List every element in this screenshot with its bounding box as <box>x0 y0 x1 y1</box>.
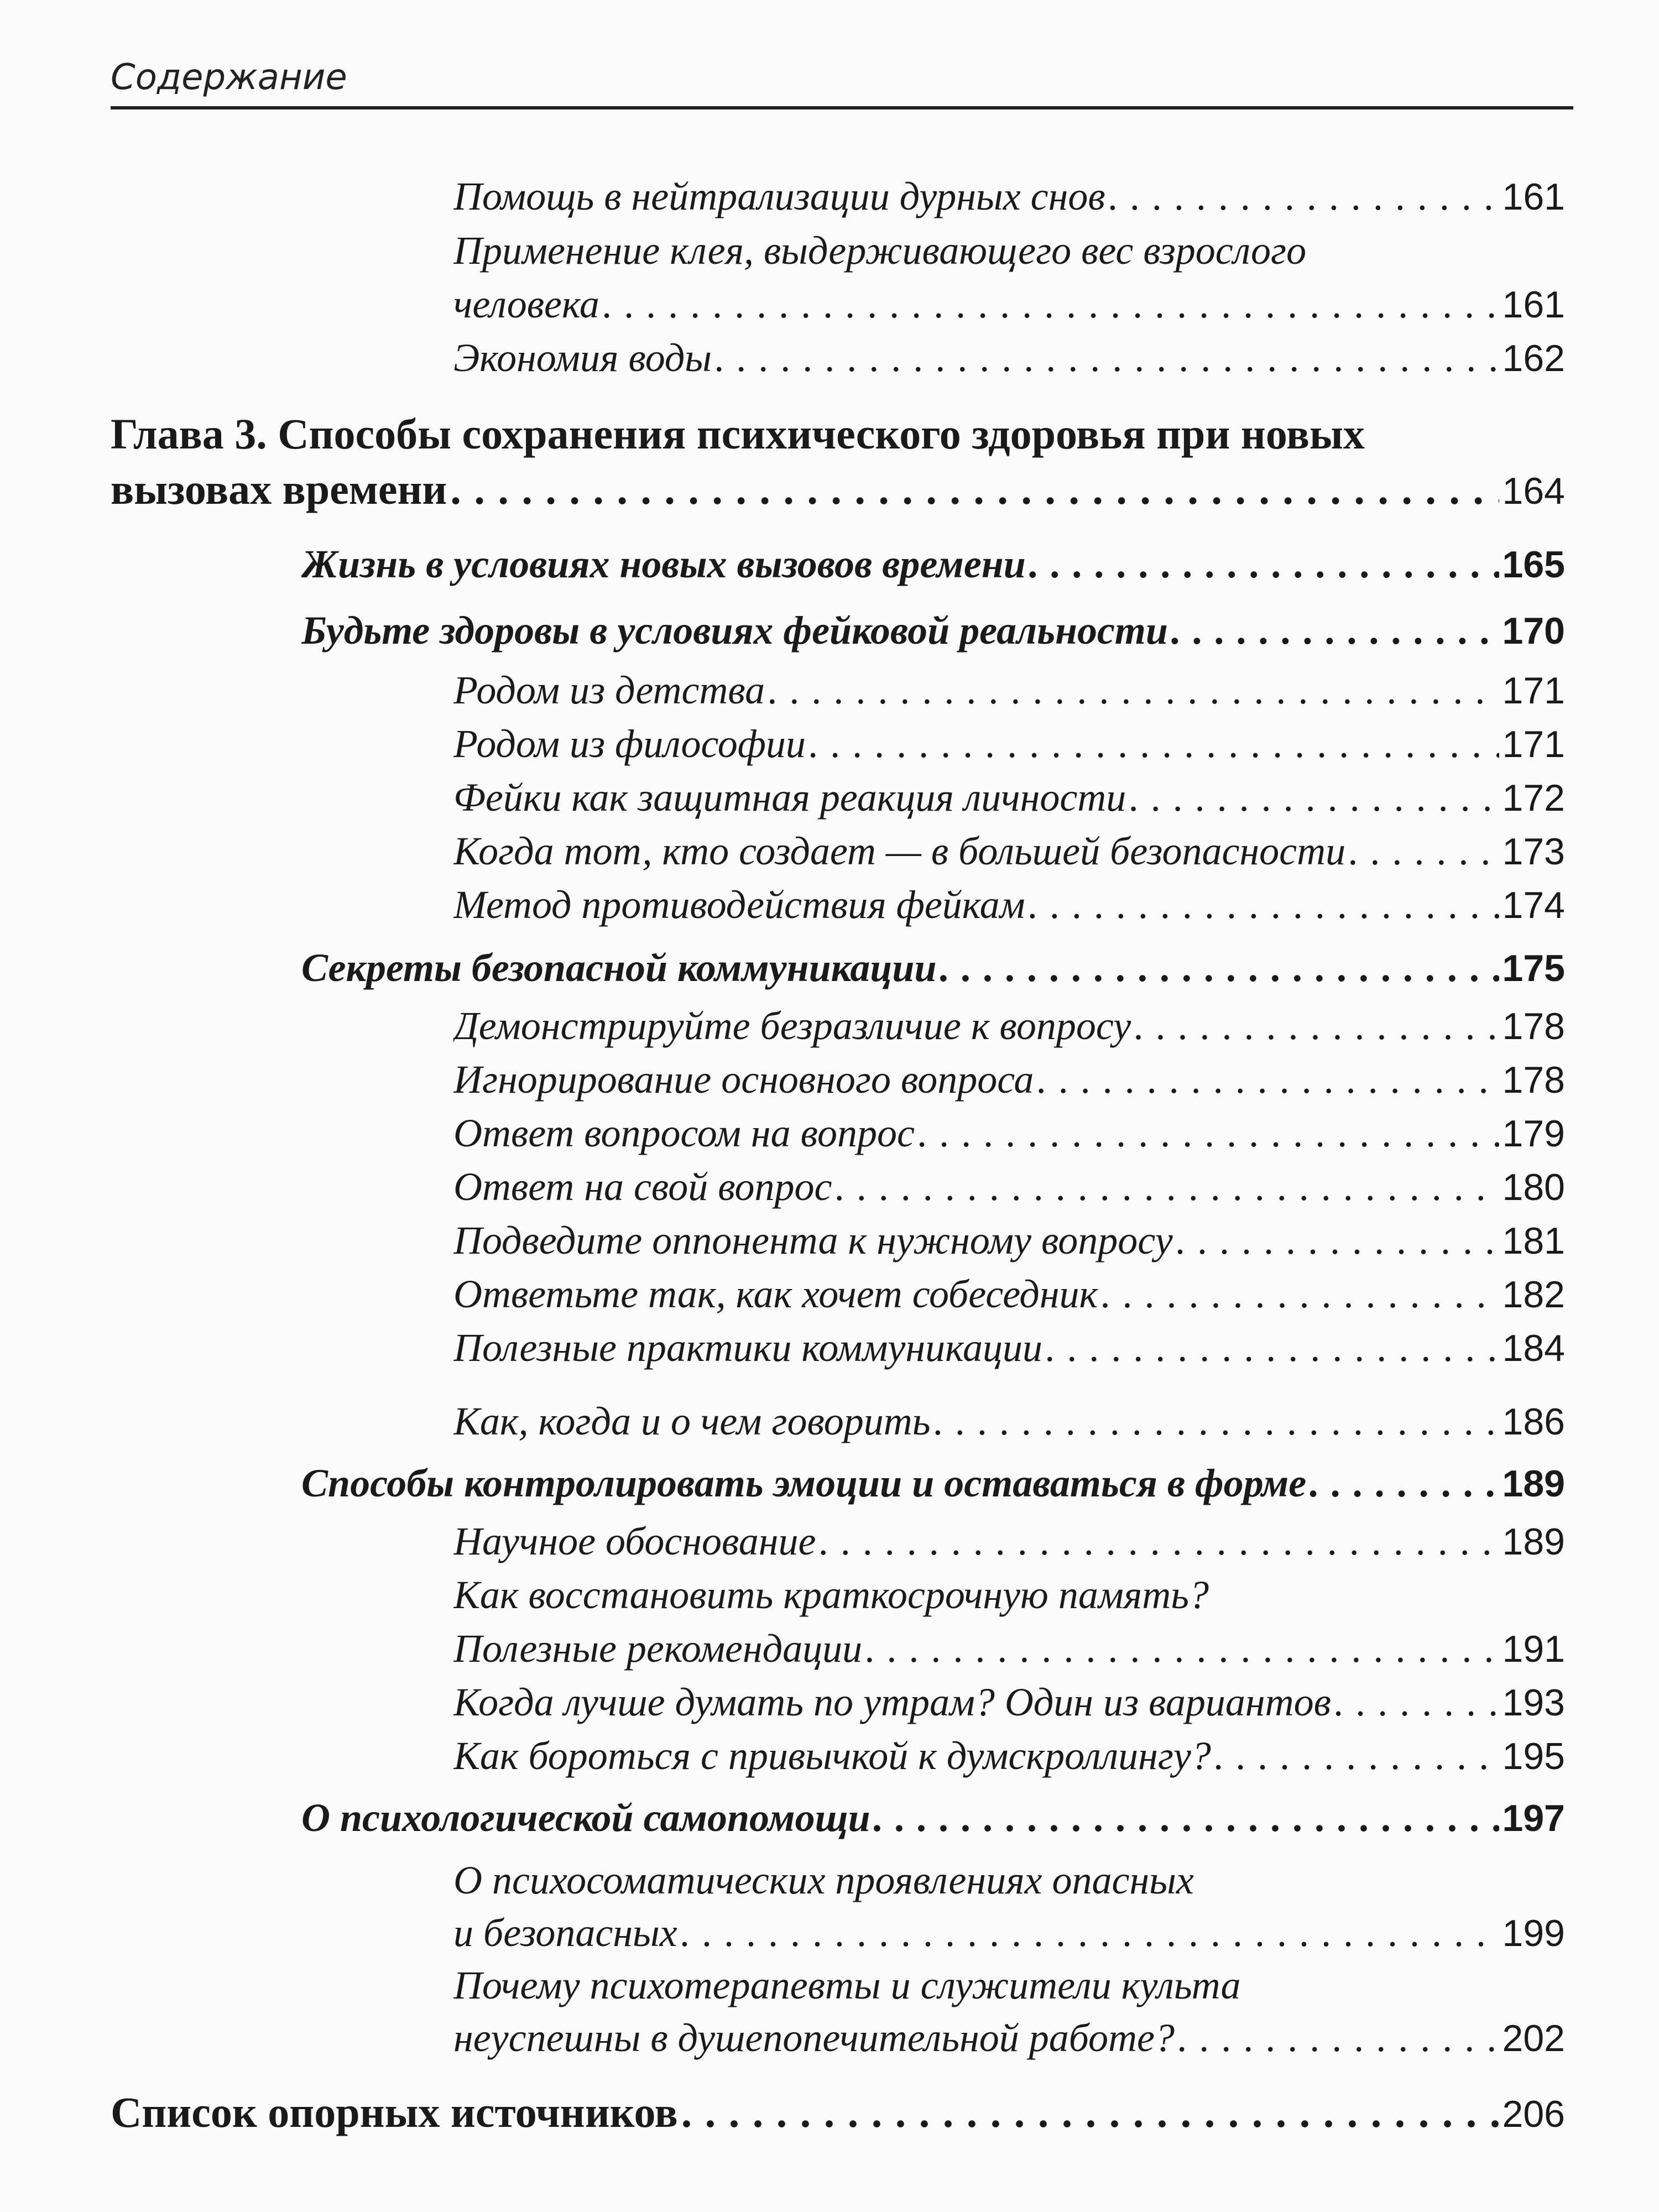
toc-entry-page: 178 <box>1502 1059 1565 1101</box>
toc-entry <box>453 665 1565 715</box>
toc-entry-title: Родом из детства <box>453 668 765 712</box>
toc-entry <box>453 1108 1565 1158</box>
toc-leader-dots <box>1214 1731 1499 1781</box>
toc-entry-title: Способы контролировать эмоции и оставаться в форме <box>301 1461 1307 1505</box>
toc-entry-title: Применение клея, выдерживающего вес взрослого <box>453 228 1307 273</box>
toc-entry-page: 189 <box>1502 1521 1565 1563</box>
toc-entry <box>453 1570 1565 1620</box>
toc-entry-title: Помощь в нейтрализации дурных снов <box>453 174 1105 218</box>
toc-entry-page: 174 <box>1502 884 1565 926</box>
toc-entry-page: 161 <box>1502 176 1565 218</box>
toc-entry-page: 182 <box>1502 1274 1565 1316</box>
toc-leader-dots <box>450 465 1499 514</box>
toc-chapter-title: вызовах времени <box>111 465 447 513</box>
toc-entry-title: Фейки как защитная реакция личности <box>453 775 1126 820</box>
toc-entry-title: Игнорирование основного вопроса <box>453 1057 1034 1102</box>
toc-leader-dots <box>1046 1323 1499 1373</box>
toc-entry <box>453 1855 1565 1905</box>
toc-section <box>301 606 1565 655</box>
toc-leader-dots <box>1178 2013 1499 2063</box>
toc-entry-page: 162 <box>1502 337 1565 379</box>
toc-section <box>301 539 1565 589</box>
toc-chapter-title: Глава 3. Способы сохранения психического здоровья при новых <box>111 410 1365 458</box>
toc-leader-dots <box>809 719 1499 769</box>
toc-entry-page: 180 <box>1502 1166 1565 1208</box>
toc-leader-dots <box>1349 826 1499 876</box>
toc-entry-title: и безопасных <box>453 1911 677 1955</box>
toc-section <box>301 1458 1565 1508</box>
toc-entry-continuation <box>453 2013 1565 2063</box>
toc-entry <box>453 226 1565 275</box>
toc-entry <box>453 1323 1565 1373</box>
toc-leader-dots <box>874 1793 1499 1843</box>
toc-leader-dots <box>940 943 1499 993</box>
toc-entry-title: человека <box>453 282 599 326</box>
toc-entry-page: 179 <box>1502 1113 1565 1155</box>
toc-entry-title: Подведите оппонента к нужному вопросу <box>453 1218 1173 1262</box>
toc-entry <box>453 719 1565 769</box>
toc-entry <box>453 773 1565 822</box>
toc-leader-dots <box>603 279 1499 329</box>
toc-entry-title: Научное обоснование <box>453 1519 816 1563</box>
toc-entry-continuation <box>453 279 1565 329</box>
toc-section <box>301 943 1565 993</box>
toc-entry-page: 191 <box>1502 1628 1565 1670</box>
toc-entry-page: 171 <box>1502 723 1565 765</box>
toc-entry <box>453 171 1565 221</box>
toc-entry-title: Полезные практики коммуникации <box>453 1326 1042 1370</box>
toc-entry-title: Жизнь в условиях новых вызовов времени <box>301 542 1026 586</box>
toc-leader-dots <box>865 1624 1499 1673</box>
toc-leader-dots <box>819 1516 1499 1566</box>
toc-entry <box>453 1001 1565 1051</box>
toc-entry <box>453 1516 1565 1566</box>
toc-chapter-continuation <box>111 465 1565 514</box>
toc-entry <box>453 1215 1565 1265</box>
toc-leader-dots <box>1134 1001 1499 1051</box>
toc-leader-dots <box>681 2088 1499 2137</box>
toc-section <box>301 1793 1565 1843</box>
toc-entry-title: Когда лучше думать по утрам? Один из вариантов <box>453 1680 1331 1724</box>
toc-entry-title: Экономия воды <box>453 336 712 380</box>
toc-entry-title: Когда тот, кто создает — в большей безопасности <box>453 829 1346 873</box>
toc-entry-title: Как, когда и о чем говорить <box>453 1399 931 1443</box>
toc-leader-dots <box>715 333 1499 383</box>
toc-entry-title: Секреты безопасной коммуникации <box>301 946 937 990</box>
toc-entry <box>453 1269 1565 1319</box>
toc-leader-dots <box>1029 880 1499 930</box>
toc-entry-title: О психологической самопомощи <box>301 1796 870 1840</box>
toc-entry-title: Ответ вопросом на вопрос <box>453 1111 915 1155</box>
toc-entry-page: 165 <box>1502 544 1565 586</box>
toc-leader-dots <box>1334 1677 1499 1727</box>
toc-leader-dots <box>1109 171 1499 221</box>
toc-entry-continuation <box>453 1908 1565 1958</box>
toc-leader-dots <box>1176 1215 1499 1265</box>
toc-entry-title: неуспешны в душепопечительной работе? <box>453 2016 1175 2060</box>
toc-entry <box>453 1162 1565 1212</box>
toc-leader-dots <box>918 1108 1499 1158</box>
toc-entry-page: 170 <box>1502 610 1565 652</box>
toc-entry <box>453 1055 1565 1104</box>
toc-leader-dots <box>1101 1269 1499 1319</box>
toc-entry-page: 171 <box>1502 670 1565 712</box>
toc-entry-page: 189 <box>1502 1463 1565 1505</box>
toc-leader-dots <box>768 665 1499 715</box>
toc-leader-dots <box>1037 1055 1499 1104</box>
toc-entry-title: Как бороться с привычкой к думскроллингу? <box>453 1734 1211 1778</box>
toc-entry-page: 178 <box>1502 1005 1565 1047</box>
toc-entry-page: 197 <box>1502 1797 1565 1839</box>
toc-leader-dots <box>1129 773 1499 822</box>
toc-entry <box>453 1731 1565 1781</box>
toc-entry-continuation <box>453 1624 1565 1673</box>
page-header-title: Содержание <box>111 57 347 98</box>
toc-entry-title: Демонстрируйте безразличие к вопросу <box>453 1004 1131 1048</box>
toc-entry <box>453 880 1565 930</box>
toc-entry-title: Полезные рекомендации <box>453 1626 863 1671</box>
toc-leader-dots <box>1310 1458 1499 1508</box>
toc-entry <box>453 1396 1565 1446</box>
toc-entry-page: 161 <box>1502 284 1565 326</box>
toc-entry-title: Ответ на свой вопрос <box>453 1165 832 1209</box>
toc-entry-page: 202 <box>1502 2017 1565 2059</box>
toc-entry-title: Ответьте так, как хочет собеседник <box>453 1272 1098 1316</box>
toc-leader-dots <box>836 1162 1499 1212</box>
toc-chapter <box>111 409 1565 459</box>
toc-entry-page: 193 <box>1502 1682 1565 1724</box>
toc-entry <box>453 333 1565 383</box>
toc-entry-title: Будьте здоровы в условиях фейковой реальности <box>301 608 1168 653</box>
toc-leader-dots <box>1171 606 1499 655</box>
toc-chapter <box>111 2088 1565 2137</box>
toc-entry-page: 172 <box>1502 777 1565 819</box>
toc-entry-page: 195 <box>1502 1735 1565 1777</box>
toc-entry-page: 199 <box>1502 1912 1565 1954</box>
toc-entry-page: 206 <box>1502 2093 1565 2135</box>
toc-entry-page: 186 <box>1502 1401 1565 1443</box>
toc-entry-page: 175 <box>1502 947 1565 989</box>
toc-entry-title: О психосоматических проявлениях опасных <box>453 1858 1194 1902</box>
toc-entry-title: Как восстановить краткосрочную память? <box>453 1573 1209 1617</box>
toc-entry-page: 164 <box>1502 470 1565 512</box>
toc-leader-dots <box>1029 539 1499 589</box>
toc-leader-dots <box>934 1396 1499 1446</box>
toc-entry-title: Метод противодействия фейкам <box>453 883 1025 927</box>
toc-leader-dots <box>681 1908 1499 1958</box>
toc-entry <box>453 1677 1565 1727</box>
toc-entry-title: Родом из философии <box>453 722 806 766</box>
toc-entry <box>453 826 1565 876</box>
toc-chapter-title: Список опорных источников <box>111 2088 678 2136</box>
toc-entry-title: Почему психотерапевты и служители культа <box>453 1963 1241 2007</box>
toc-entry <box>453 1960 1565 2010</box>
toc-entry-page: 173 <box>1502 831 1565 873</box>
toc-entry-page: 181 <box>1502 1220 1565 1262</box>
toc-entry-page: 184 <box>1502 1327 1565 1369</box>
